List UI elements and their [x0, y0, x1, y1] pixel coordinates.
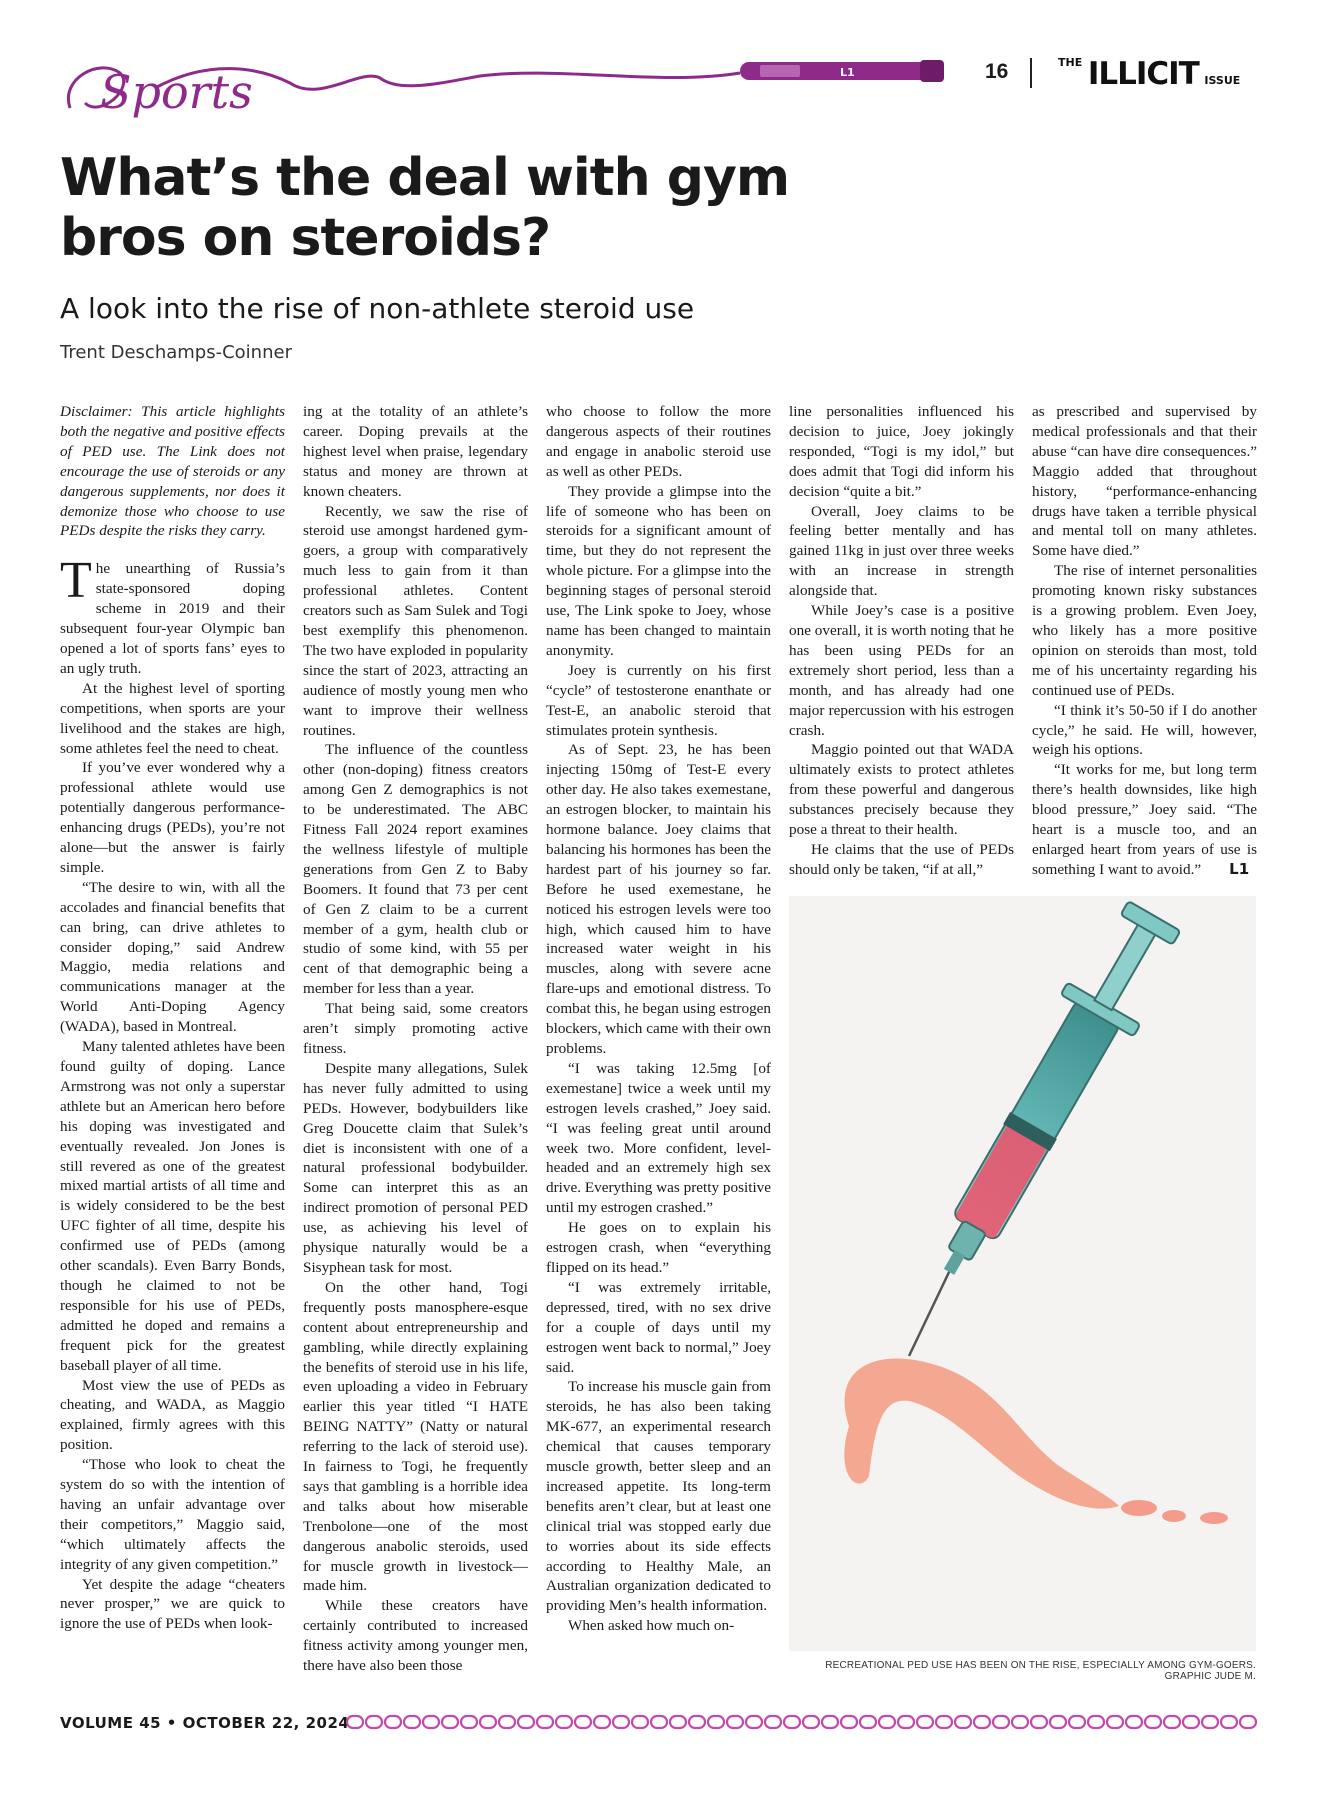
chain-link	[917, 1716, 933, 1728]
page-number: 16	[985, 60, 1009, 83]
body-paragraph: “I think it’s 50-50 if I do another cycle,” he said. He will, however, weigh his options.	[1032, 701, 1257, 759]
body-paragraph: Most view the use of PEDs as cheating, and WADA, as Maggio explained, firmly agrees with this position.	[60, 1376, 285, 1454]
chain-link	[1221, 1716, 1237, 1728]
body-paragraph: Overall, Joey claims to be feeling better mentally and has gained 11kg in just over three weeks with an increase in strength alongside that.	[789, 502, 1014, 600]
chain-link	[461, 1716, 477, 1728]
chain-link	[822, 1716, 838, 1728]
chain-link	[1050, 1716, 1066, 1728]
article-column-3	[546, 402, 771, 1636]
article-headline: What’s the deal with gym bros on steroids?	[60, 148, 790, 268]
chain-link	[1069, 1716, 1085, 1728]
body-paragraph: Recently, we saw the rise of steroid use amongst hardened gym-goers, a group with comparatively much less to gain from it than professional athletes. Content creators such as Sam Sulek and Togi best exemplify this phenomenon. The two have exploded in popularity since the start of 2023, attracting an audience of mostly young men who want to improve their wellness routines.	[303, 502, 528, 739]
body-paragraph: To increase his muscle gain from steroids, he has also been taking MK-677, an experimental research chemical that causes temporary muscle growth, better sleep and an increased appetite. Its long-term benefits aren’t clear, but at least one clinical trial was stopped early due to worries about its side effects according to Healthy Male, an Australian organization dedicated to providing Men’s health information.	[546, 1378, 771, 1615]
lead-paragraph	[60, 552, 285, 678]
body-paragraph: Despite many allegations, Sulek has never fully admitted to using PEDs. However, bodybuilders like Greg Doucette claim that Sulek’s diet is inconsistent with one of a natural professional bodybuilder. Some can interpret this as an indirect promotion of personal PED use, as achieving his level of physique naturally would be a Sisyphean task for most.	[303, 1059, 528, 1276]
article-dek: A look into the rise of non-athlete steroid use	[60, 292, 695, 325]
chain-link	[537, 1716, 553, 1728]
article-column-1	[60, 402, 285, 1634]
chain-link	[993, 1716, 1009, 1728]
chain-link	[727, 1716, 743, 1728]
syringe-plunger	[1094, 922, 1156, 1010]
chain-link	[1031, 1716, 1047, 1728]
syringe-graphic	[789, 896, 1256, 1651]
chain-link	[404, 1716, 420, 1728]
chain-link	[347, 1716, 363, 1728]
body-paragraph: If you’ve ever wondered why a professional athlete would use potentially dangerous performance-enhancing drugs (PEDs), you’re not alone—but the answer is fairly simple.	[60, 759, 285, 876]
body-paragraph: “Those who look to cheat the system do so with the intention of having an unfair advantage over their competitors,” Maggio said, “which ultimately affects the integrity of any given competition.”	[60, 1456, 285, 1573]
chain-link	[366, 1716, 382, 1728]
body-paragraph: While Joey’s case is a positive one overall, it is worth noting that he has been using PEDs for an extremely short period, less than a month, and has already had one major repercussion with his estrogen crash.	[789, 602, 1014, 739]
chain-link	[708, 1716, 724, 1728]
pen-mark: L1	[840, 66, 855, 79]
chain-link	[480, 1716, 496, 1728]
chain-link	[1126, 1716, 1142, 1728]
body-paragraph: “The desire to win, with all the accolades and financial benefits that can bring, can drive athletes to consider doping,” said Andrew Maggio, media relations and communications manager at the World Anti-Doping Agency (WADA), based in Montreal.	[60, 878, 285, 1036]
body-paragraph	[1032, 760, 1257, 879]
chain-link	[974, 1716, 990, 1728]
splash-drop	[1200, 1512, 1228, 1524]
chain-link	[936, 1716, 952, 1728]
body-paragraph: The influence of the countless other (non-doping) fitness creators among Gen Z demographics is not to be underestimated. The ABC Fitness Fall 2024 report examines the wellness lifestyle of multiple generations from Gen Z to Baby Boomers. It found that 73 per cent of Gen Z claim to be a current member of a gym, health club or studio of some kind, with 55 per cent of that demographic being a member for less than a year.	[303, 741, 528, 998]
body-paragraph: ing at the totality of an athlete’s career. Doping prevails at the highest level when praise, legendary status and money are thrown at known cheaters.	[303, 403, 528, 500]
chain-link	[879, 1716, 895, 1728]
chain-link	[651, 1716, 667, 1728]
body-paragraph: line personalities influenced his decision to juice, Joey jokingly responded, “Togi is my idol,” but does admit that Togi did inform his decision “quite a bit.”	[789, 403, 1014, 500]
body-paragraph: Maggio pointed out that WADA ultimately exists to protect athletes from these powerful and dangerous substances precisely because they pose a threat to their health.	[789, 741, 1014, 839]
chain-link	[632, 1716, 648, 1728]
chain-link	[575, 1716, 591, 1728]
body-paragraph: The rise of internet personalities promoting known risky substances is a growing problem. Even Joey, who likely has a more positive opinion on steroids than most, told me of his uncertainty regarding his continued use of PEDs.	[1032, 562, 1257, 699]
body-paragraph: He claims that the use of PEDs should only be taken, “if at all,”	[789, 840, 1014, 878]
disclaimer: Disclaimer: This article highlights both the negative and positive effects of PED use. The Link does not encourage the use of steroids or any dangerous supplements, nor does it demonize those who choose to use PEDs despite the risks they carry.	[60, 403, 285, 540]
body-paragraph: When asked how much on-	[568, 1617, 735, 1635]
chain-link	[803, 1716, 819, 1728]
dropcap: T	[60, 552, 92, 610]
chain-link	[1164, 1716, 1180, 1728]
volume-date: VOLUME 45 • OCTOBER 22, 2024	[60, 1714, 350, 1732]
body-paragraph: As of Sept. 23, he has been injecting 150mg of Test-E every other day. He also takes exemestane, an estrogen blocker, to maintain his hormone balance. Joey claims that balancing his hormones has been the hardest part of his journey so far. Before he used exemestane, he noticed his estrogen levels were too high, which caused him to have increased water weight in his muscles, along with severe acne flare-ups and emotional distress. To combat this, he began using estrogen blockers, which came with their own problems.	[546, 741, 771, 1057]
chain-link	[746, 1716, 762, 1728]
chain-link	[841, 1716, 857, 1728]
body-paragraph: “I was taking 12.5mg [of exemestane] twice a week until my estrogen levels crashed,” Joey said. “I was feeling great until around week two. More confident, level-headed and an extremely high sex drive. Everything was pretty positive until my estrogen crashed.”	[546, 1059, 771, 1217]
closing-text: “It works for me, but long term there’s health downsides, like high blood pressure,” Joey said. “The heart is a muscle too, and an enlarged heart from years of use is something I want to avoid.”	[1032, 761, 1257, 878]
splash-shape	[844, 1359, 1119, 1509]
header-divider	[1030, 58, 1032, 88]
body-paragraph: Many talented athletes have been found guilty of doping. Lance Armstrong was not only a superstar athlete but an American hero before his doping was investigated and eventually revealed. Jon Jones is still revered as one of the greatest mixed martial artists of all time and is widely considered to be the best UFC fighter of all time, despite his confirmed use of PEDs (among other scandals). Even Barry Bonds, though he claimed to not be responsible for his use of PEDs, admitted he doped and remains a frequent pick for the greatest baseball player of all time.	[60, 1038, 285, 1374]
body-paragraph: At the highest level of sporting competitions, when sports are your livelihood and the stakes are high, some athletes feel the need to cheat.	[60, 679, 285, 757]
splash-drop	[1162, 1510, 1186, 1522]
body-paragraph: While these creators have certainly contributed to increased fitness activity among younger men, there have also been those	[303, 1597, 528, 1675]
lead-text: he unearthing of Russia’s state-sponsored doping scheme in 2019 and their subsequent four-year Olympic ban opened a lot of sports fans’ eyes to an ugly truth.	[60, 560, 285, 677]
article-column-4	[789, 402, 1014, 880]
chain-link	[594, 1716, 610, 1728]
chain-link	[898, 1716, 914, 1728]
body-paragraph: Yet despite the adage “cheaters never prosper,” we are quick to ignore the use of PEDs when look-	[60, 1575, 285, 1633]
chain-decoration	[345, 1712, 1257, 1732]
chain-link	[518, 1716, 534, 1728]
pen-icon	[740, 60, 944, 82]
end-mark: L1	[1229, 859, 1250, 878]
syringe-illustration	[789, 896, 1256, 1651]
brand-issue: ISSUE	[1204, 74, 1241, 87]
chain-link	[1202, 1716, 1218, 1728]
chain-link	[860, 1716, 876, 1728]
article-column-5	[1032, 402, 1257, 880]
chain-link	[613, 1716, 629, 1728]
body-paragraph: “I was extremely irritable, depressed, tired, with no sex drive for a couple of days until my estrogen went back to normal,” Joey said.	[546, 1278, 771, 1376]
chain-link	[1145, 1716, 1161, 1728]
chain-link	[423, 1716, 439, 1728]
body-paragraph: On the other hand, Togi frequently posts manosphere-esque content about entrepreneurship and gambling, while directly explaining the benefits of steroid use in his life, even uploading a video in February earlier this year titled “I HATE BEING NATTY” (Natty or natural referring to the lack of steroid use). In fairness to Togi, he frequently says that gambling is a horrible idea and talks about how miserable Trenbolone—one of the most dangerous anabolic steroids, used for muscle growth in livestock—made him.	[303, 1278, 528, 1595]
illustration-caption: RECREATIONAL PED USE HAS BEEN ON THE RISE, ESPECIALLY AMONG GYM-GOERS. GRAPHIC JUDE M.	[825, 1660, 1256, 1682]
article-column-2	[303, 402, 528, 1676]
body-paragraph: who choose to follow the more dangerous aspects of their routines and engage in anabolic steroid use as well as other PEDs.	[546, 403, 771, 480]
chain-link	[955, 1716, 971, 1728]
brand-name: ILLICIT	[1087, 56, 1199, 92]
chain-link	[1088, 1716, 1104, 1728]
body-paragraph: as prescribed and supervised by medical professionals and that their abuse “can have dire consequences.” Maggio added that throughout history, “performance-enhancing drugs have taken a terrible physical and mental toll on many athletes. Some have died.”	[1032, 403, 1257, 560]
brand-the: THE	[1058, 56, 1083, 69]
chain-link	[689, 1716, 705, 1728]
body-paragraph: That being said, some creators aren’t simply promoting active fitness.	[303, 1000, 528, 1057]
body-paragraph: Joey is currently on his first “cycle” of testosterone enanthate or Test-E, an anabolic steroid that stimulates protein synthesis.	[546, 661, 771, 739]
article-byline: Trent Deschamps-Coinner	[60, 342, 292, 363]
chain-link	[385, 1716, 401, 1728]
chain-link	[1240, 1716, 1256, 1728]
sports-section-logo	[60, 48, 960, 138]
chain-link	[765, 1716, 781, 1728]
issue-brand	[1058, 56, 1240, 92]
section-name: Sports	[100, 65, 253, 119]
page-header	[0, 0, 1320, 140]
chain-link	[499, 1716, 515, 1728]
chain-link	[670, 1716, 686, 1728]
chain-link	[442, 1716, 458, 1728]
chain-link	[556, 1716, 572, 1728]
body-paragraph: He goes on to explain his estrogen crash, when “everything flipped on its head.”	[546, 1219, 771, 1276]
chain-link	[1107, 1716, 1123, 1728]
body-paragraph: They provide a glimpse into the life of someone who has been on steroids for a significant amount of time, but they do not represent the whole picture. For a glimpse into the beginning stages of personal steroid use, The Link spoke to Joey, whose name has been changed to maintain anonymity.	[546, 482, 771, 659]
chain-link	[784, 1716, 800, 1728]
chain-link	[1183, 1716, 1199, 1728]
chain-link	[1012, 1716, 1028, 1728]
splash-drop	[1121, 1500, 1157, 1516]
